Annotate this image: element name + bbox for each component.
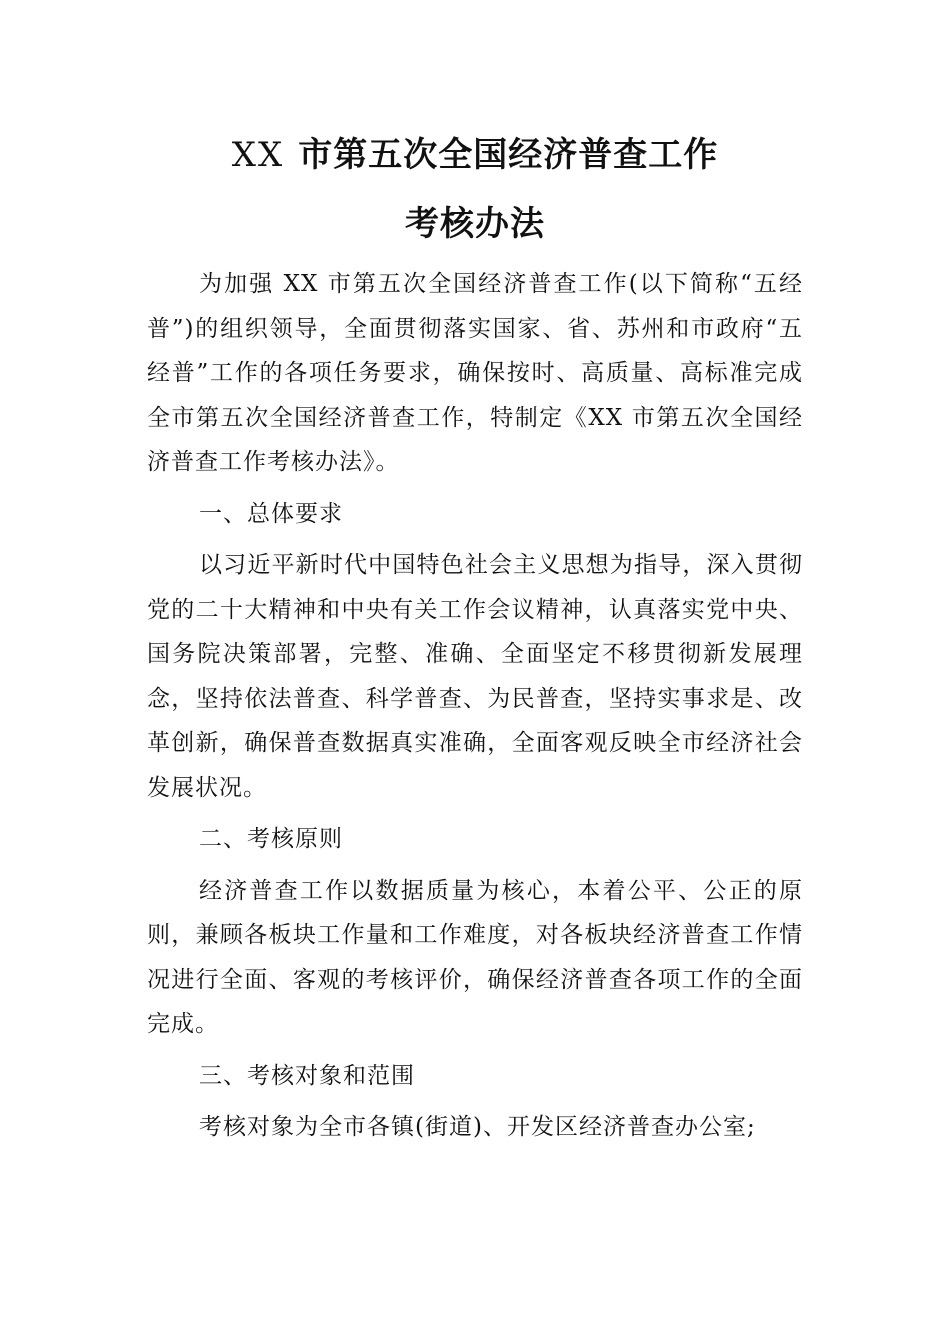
title-main-text: 市第五次全国经济普查工作 xyxy=(298,135,719,175)
document-body xyxy=(147,262,803,1157)
section-heading-assessment-scope: 三、考核对象和范围 xyxy=(199,1062,415,1089)
section-heading-assessment-principles: 二、考核原则 xyxy=(199,826,343,852)
assessment-principles-paragraph: 经济普查工作以数据质量为核心，本着公平、公正的原则，兼顾各板块工作量和工作难度，对各板块经济普查工作情况进行全面、客观的考核评价，确保经济普查各项工作的全面完成。 xyxy=(147,877,803,1037)
assessment-scope-paragraph: 考核对象为全市各镇(街道)、开发区经济普查办公室; xyxy=(199,1114,756,1140)
intro-paragraph: 为加强 XX 市第五次全国经济普查工作(以下简称“五经普”)的组织领导，全面贯彻落实国家、省、苏州和市政府“五经普”工作的各项任务要求，确保按时、高质量、高标准完成全市第五次全国经济普查工作，特制定《XX 市第五次全国经济普查工作考核办法》。 xyxy=(147,271,803,475)
general-requirements-paragraph: 以习近平新时代中国特色社会主义思想为指导，深入贯彻党的二十大精神和中央有关工作会议精神，认真落实党中央、国务院决策部署，完整、准确、全面坚定不移贯彻新发展理念，坚持依法普查、科学普查、为民普查，坚持实事求是、改革创新，确保普查数据真实准确，全面客观反映全市经济社会发展状况。 xyxy=(147,552,803,801)
document-title-line2: 考核办法 xyxy=(405,204,545,244)
section-heading-general-requirements: 一、总体要求 xyxy=(199,500,343,527)
title-city-placeholder: XX xyxy=(231,135,285,175)
document-title-line1 xyxy=(0,135,950,175)
